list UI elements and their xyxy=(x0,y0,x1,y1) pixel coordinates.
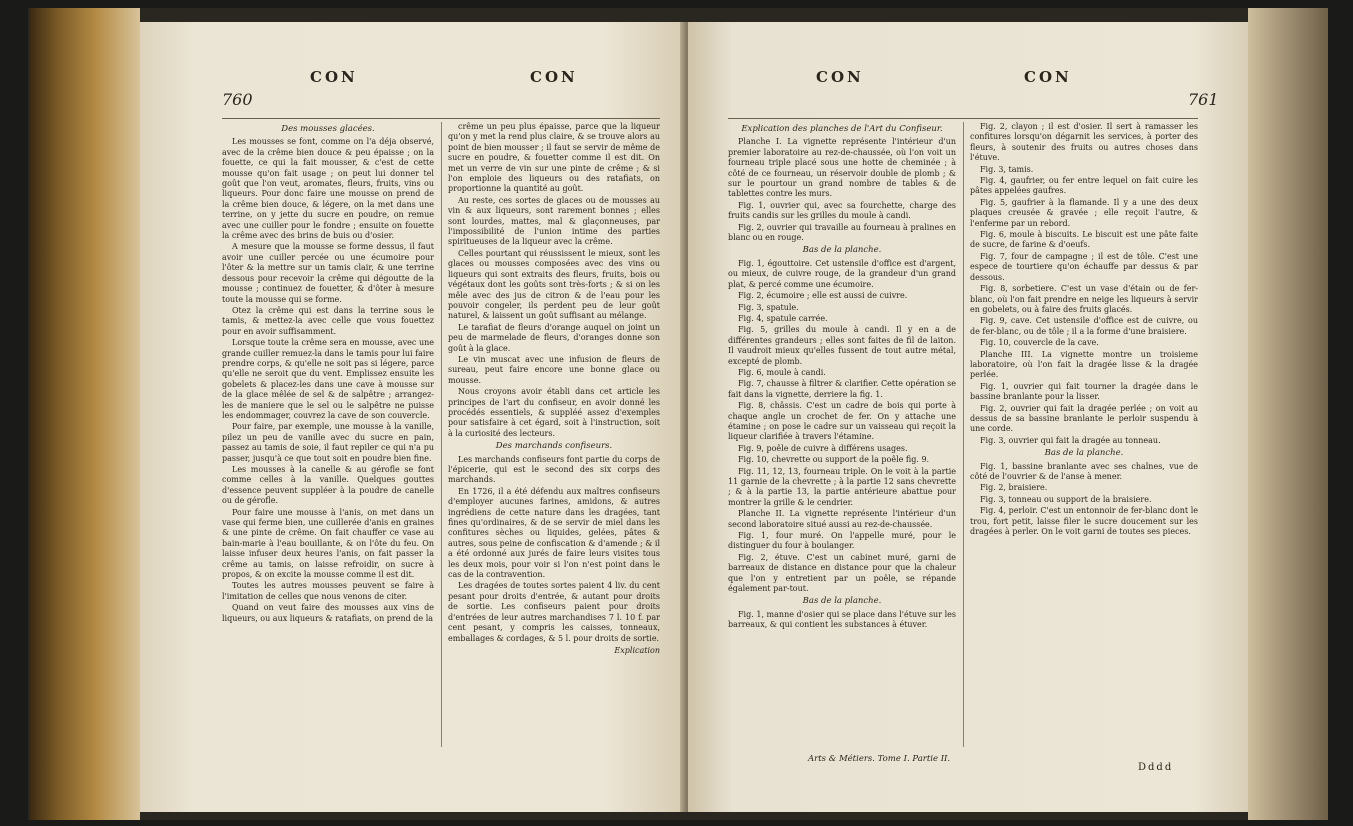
section-heading: Des marchands confiseurs. xyxy=(495,441,613,452)
left-page-edge xyxy=(30,8,140,820)
paragraph: Fig. 1, ouvrier qui fait tourner la dragée dans le bassine branlante pour la lisser. xyxy=(970,381,1198,402)
paragraph: Fig. 6, moule à candi. xyxy=(738,367,826,377)
header-rule-right xyxy=(728,118,1198,119)
paragraph: Fig. 3, ouvrier qui fait la dragée au tonneau. xyxy=(980,435,1161,445)
paragraph: Fig. 1, ouvrier qui, avec sa fourchette, charge des fruits candis sur les grilles du moule à candi. xyxy=(728,200,956,221)
paragraph: Le tarafiat de fleurs d'orange auquel on joint un peu de marmelade de fleurs, d'oranges donne son goût à la glace. xyxy=(448,322,660,353)
paragraph: Pour faire une mousse à l'anis, on met dans un vase qui ferme bien, une cuillerée d'anis en graines & une pinte de crême. On fait chauffer ce vase au bain-marie à l'eau bouillante, & on l'ôte du feu. On laisse infuser deux heures l'anis, on fait passer la crême au tamis, on laisse refroidir, on sucre à propos, & on excite la mousse comme il est dit. xyxy=(222,507,434,580)
header-rule-left xyxy=(222,118,660,119)
right-page-column-2 xyxy=(970,122,1198,538)
paragraph: Fig. 2, écumoire ; elle est aussi de cuivre. xyxy=(738,291,908,301)
paragraph: En 1726, il a été défendu aux maîtres confiseurs d'employer aucunes farines, amidons, & autres ingrédiens de cette nature dans les dragées, tant fines qu'ordinaires, & de se servir de miel dans les confitures sèches ou liquides, gelées, pâtes & autres, sous peine de confiscation & d'amende ; & il a été ordonné aux jurés de faire leurs visites tous les deux mois, pour voir si l'on n'est point dans le cas de la contravention. xyxy=(448,486,660,580)
running-head-left-col2: CON xyxy=(530,68,578,86)
paragraph: Les dragées de toutes sortes paient 4 liv. du cent pesant pour droits d'entrée, & autant pour droits de sortie. Les confiseurs paient pour droits d'entrées de leur autres marchandises 7 l. 10 f. par cent pesant, y compris les caisses, tonneaux, emballages & cordages, & 5 l. pour droits de sortie. xyxy=(448,581,660,643)
paragraph: Nous croyons avoir établi dans cet article les principes de l'art du confiseur, en avoir donné les procédés essentiels, & suppléé assez d'exemples pour satisfaire à cet égard, soit à l'instruction, soit à la curiosité des lecteurs. xyxy=(448,387,660,438)
section-heading: Bas de la planche. xyxy=(1044,448,1124,459)
paragraph: Fig. 7, chausse à filtrer & clarifier. Cette opération se fait dans la vignette, derriere la fig. 1. xyxy=(728,379,956,399)
paragraph: Fig. 8, châssis. C'est un cadre de bois qui porte à chaque angle un crochet de fer. On y attache une étamine ; on pose le cadre sur un vaisseau qui reçoit la liqueur clarifiée à travers l'étamine. xyxy=(728,401,956,442)
right-page-column-1 xyxy=(728,122,956,632)
paragraph: Fig. 6, moule à biscuits. Le biscuit est une pâte faite de sucre, de farine & d'oeufs. xyxy=(970,230,1198,250)
paragraph: Fig. 1, égouttoire. Cet ustensile d'office est d'argent, ou mieux, de cuivre rouge, de la grandeur d'un grand plat, & percé comme une écumoire. xyxy=(728,258,956,289)
paragraph: Planche II. La vignette représente l'intérieur d'un second laboratoire situé aussi au rez-de-chaussée. xyxy=(728,509,956,529)
paragraph: Au reste, ces sortes de glaces ou de mousses au vin & aux liqueurs, sont rarement bonnes ; elles sont lourdes, mattes, mal & glaçonneuses, par l'impossibilité de l'union intime des parties spiritueuses de la liqueur avec la crême. xyxy=(448,195,660,247)
column-divider-right xyxy=(963,122,964,747)
paragraph: Fig. 7, four de campagne ; il est de tôle. C'est une espece de tourtiere qu'on échauffe par dessus & par dessous. xyxy=(970,251,1198,282)
paragraph: Les marchands confiseurs font partie du corps de l'épicerie, qui est le second des six corps des marchands. xyxy=(448,454,660,485)
page-number-left: 760 xyxy=(222,90,253,109)
paragraph: Fig. 9, poêle de cuivre à différens usages. xyxy=(738,443,908,453)
left-page-column-1 xyxy=(222,122,434,625)
running-head-right-col2: CON xyxy=(1024,68,1072,86)
paragraph: Celles pourtant qui réussissent le mieux, sont les glaces ou mousses composées avec des vins ou liqueurs qui sont extraits des fleurs, fruits, bois ou végétaux dont les goûts sont très-forts ; & si on les mêle avec des jus de citron & de l'eau pour les pouvoir congeler, ils perdent peu de leur goût naturel, & laissent un goût suffisant au mélange. xyxy=(448,248,660,321)
paragraph: Planche III. La vignette montre un troisieme laboratoire, où l'on fait la dragée lisse & la dragée perlée. xyxy=(970,349,1198,380)
paragraph: Fig. 10, chevrette ou support de la poêle fig. 9. xyxy=(738,455,930,465)
right-page xyxy=(688,22,1248,812)
paragraph: Fig. 5, grilles du moule à candi. Il y en a de différentes grandeurs ; elles sont faites de fil de laiton. Il vaudroit mieux qu'elles fussent de tout autre métal, excepté de plomb. xyxy=(728,325,956,366)
paragraph: Fig. 4, perloir. C'est un entonnoir de fer-blanc dont le trou, fort petit, laisse filer le sucre doucement sur les dragées à perler. On le voit garni de toutes ses pieces. xyxy=(970,506,1198,537)
running-head-right-col1: CON xyxy=(816,68,864,86)
paragraph: Fig. 2, ouvrier qui fait la dragée perlée ; on voit au dessus de sa bassine branlante le perloir suspendu à une corde. xyxy=(970,403,1198,434)
volume-footer: Arts & Métiers. Tome I. Partie II. xyxy=(808,754,951,764)
paragraph: Fig. 3, spatule. xyxy=(738,302,799,312)
paragraph: Fig. 2, braisiere. xyxy=(980,483,1048,493)
paragraph: Fig. 2, clayon ; il est d'osier. Il sert à ramasser les confitures lorsqu'on dégarnit les services, à porter des fleurs, à soutenir des fruits ou autres choses dans l'étuve. xyxy=(970,122,1198,163)
section-heading: Des mousses glacées. xyxy=(281,124,375,134)
paragraph: Les mousses à la canelle & au gérofle se font comme celles à la vanille. Quelques gouttes d'essence peuvent suppléer à la poudre de canelle ou de gérofle. xyxy=(222,465,434,506)
paragraph: Fig. 11, 12, 13, fourneau triple. On le voit à la partie 11 garnie de la chevrette ; à la partie 12 sans chevrette ; & à la partie 13, la partie antérieure abattue pour montrer la grille & le cendrier. xyxy=(728,466,956,507)
catchword: Explication xyxy=(614,645,660,655)
section-heading: Bas de la planche. xyxy=(802,245,882,256)
paragraph: Fig. 3, tonneau ou support de la braisiere. xyxy=(980,494,1152,504)
paragraph: crême un peu plus épaisse, parce que la liqueur qu'on y met la rend plus claire, & se trouve alors au point de bien mousser ; il faut se servir de même de sucre en poudre, & fouetter comme il est dit. On met un verre de vin sur une pinte de crême ; & si l'on emploie des liqueurs ou des ratafiats, on proportionne la quantité au goût. xyxy=(448,122,660,194)
column-divider-left xyxy=(441,122,442,747)
left-page xyxy=(140,22,685,812)
paragraph: Lorsque toute la crême sera en mousse, avec une grande cuiller remuez-la dans le tamis pour lui faire prendre corps, & qu'elle ne soit pas si légere, parce qu'elle ne seroit que du vent. Emplissez ensuite les gobelets & placez-les dans une cave à mousse sur de la glace mêlée de sel & de salpêtre ; arrangez-les de maniere que le sel ou le salpêtre ne puisse les endommager, couvrez la cave de son couvercle. xyxy=(222,338,434,420)
paragraph: Fig. 3, tamis. xyxy=(980,164,1034,174)
paragraph: Fig. 1, manne d'osier qui se place dans l'étuve sur les barreaux, & qui contient les substances à étuver. xyxy=(728,609,956,630)
paragraph: Planche I. La vignette représente l'intérieur d'un premier laboratoire au rez-de-chaussée, où l'on voit un fourneau triple placé sous une hotte de cheminée ; à côté de ce fourneau, un réservoir double de plomb ; & sur le pourtour un grand nombre de tables & de tablettes contre les murs. xyxy=(728,137,956,199)
paragraph: Fig. 1, bassine branlante avec ses chaînes, vue de côté de l'ouvrier & de l'anse à mener. xyxy=(970,461,1198,481)
signature-mark: Dddd xyxy=(1138,762,1174,773)
page-number-right: 761 xyxy=(1188,90,1219,109)
paragraph: Le vin muscat avec une infusion de fleurs de sureau, peut faire encore une bonne glace ou mousse. xyxy=(448,354,660,385)
section-heading: Explication des planches de l'Art du Confiseur. xyxy=(741,124,943,134)
paragraph: Quand on veut faire des mousses aux vins de liqueurs, ou aux liqueurs & ratafiats, on prend de la xyxy=(222,603,434,623)
paragraph: Fig. 2, étuve. C'est un cabinet muré, garni de barreaux de distance en distance pour que la chaleur que l'on y entretient par un poêle, se répande également par-tout. xyxy=(728,552,956,594)
paragraph: Fig. 10, couvercle de la cave. xyxy=(980,338,1099,348)
paragraph: Les mousses se font, comme on l'a déja observé, avec de la crême bien douce & peu épaisse ; on la fouette, ce qui la fait mousser, & c'est de cette mousse qu'on fait usage ; on peut lui donner tel goût que l'on veut, aromates, fleurs, fruits, vins ou liqueurs. Pour donc faire une mousse on prend de la crême bien douce, & légere, on la met dans une terrine, on y jette du sucre en poudre, on remue avec une cuiller pour le fondre ; ensuite on fouette la crême avec des brins de buis ou d'osier. xyxy=(222,137,434,241)
paragraph: Fig. 2, ouvrier qui travaille au fourneau à pralines en blanc ou en rouge. xyxy=(728,222,956,243)
paragraph: Fig. 4, gaufrier, ou fer entre lequel on fait cuire les pâtes appelées gaufres. xyxy=(970,176,1198,196)
paragraph: Fig. 8, sorbetiere. C'est un vase d'étain ou de fer-blanc, où l'on fait prendre en neige les liqueurs à servir en gobelets, ou à faire des fruits glacés. xyxy=(970,284,1198,314)
paragraph: Toutes les autres mousses peuvent se faire à l'imitation de celles que nous venons de citer. xyxy=(222,581,434,601)
paragraph: Fig. 9, cave. Cet ustensile d'office est de cuivre, ou de fer-blanc, ou de tôle ; il a la forme d'une braisiere. xyxy=(970,316,1198,336)
paragraph: Pour faire, par exemple, une mousse à la vanille, pilez un peu de vanille avec du sucre en pain, passez au tamis de soie, il faut repiler ce qui n'a pu passer, jusqu'à ce que tout soit en poudre bien fine. xyxy=(222,422,434,463)
right-page-edge xyxy=(1248,8,1328,820)
paragraph: Otez la crême qui est dans la terrine sous le tamis, & mettez-la avec celle que vous fouettez pour en avoir suffisamment. xyxy=(222,305,434,336)
paragraph: Fig. 4, spatule carrée. xyxy=(738,313,828,323)
section-heading: Bas de la planche. xyxy=(802,596,882,607)
paragraph: Fig. 1, four muré. On l'appelle muré, pour le distinguer du four à boulanger. xyxy=(728,531,956,551)
running-head-left-col1: CON xyxy=(310,68,358,86)
paragraph: A mesure que la mousse se forme dessus, il faut avoir une cuiller percée ou une écumoire pour l'ôter & la mettre sur un tamis clair, & une terrine dessous pour recevoir la crême qui dégoutte de la mousse ; continuez de fouetter, & d'ôter à mesure toute la mousse qui se forme. xyxy=(222,242,434,304)
left-page-column-2 xyxy=(448,122,660,656)
paragraph: Fig. 5, gaufrier à la flamande. Il y a une des deux plaques creusée & gravée ; elle reçoit l'autre, & l'enferme par un rebord. xyxy=(970,197,1198,228)
